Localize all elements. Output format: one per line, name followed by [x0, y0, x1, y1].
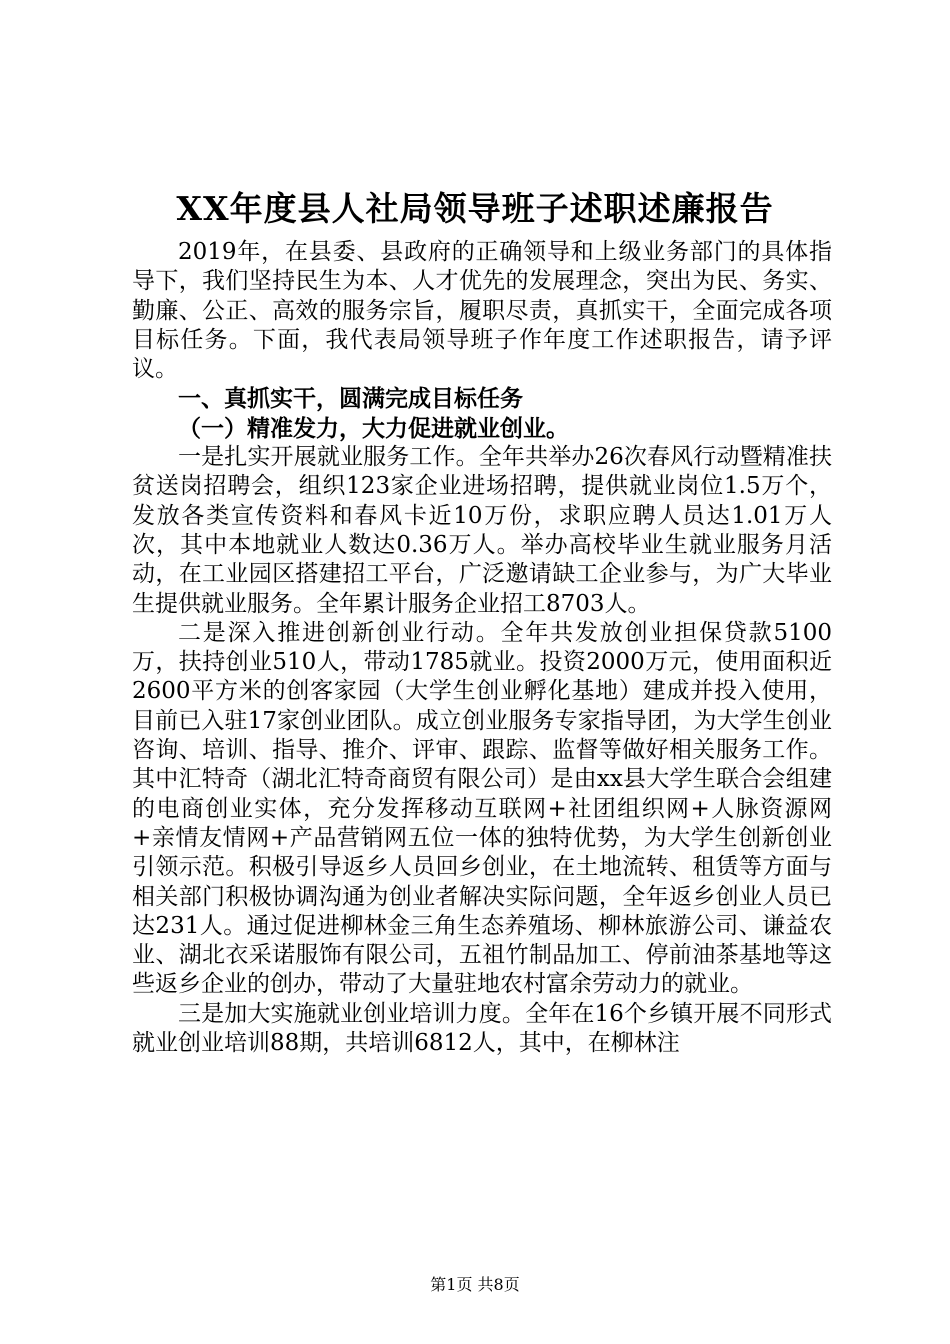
paragraph-training: 三是加大实施就业创业培训力度。全年在16个乡镇开展不同形式就业创业培训88期，共培训6812人，其中，在柳林注 [132, 1000, 832, 1057]
subsection-heading: （一）精准发力，大力促进就业创业。 [178, 414, 569, 442]
page-footer: 第1页 共8页 [430, 1275, 520, 1294]
paragraph-intro: 2019年，在县委、县政府的正确领导和上级业务部门的具体指导下，我们坚持民生为本、人才优先的发展理念，突出为民、务实、勤廉、公正、高效的服务宗旨，履职尽责，真抓实干，全面完成各项目标任务。下面，我代表局领导班子作年度工作述职报告，请予评议。 [132, 239, 832, 383]
section-heading: 一、真抓实干，圆满完成目标任务 [178, 385, 523, 413]
paragraph-entrepreneurship: 二是深入推进创新创业行动。全年共发放创业担保贷款5100万，扶持创业510人，带动1785就业。投资2000万元，使用面积近2600平方米的创客家园（大学生创业孵化基地）建成并投入使用，目前已入驻17家创业团队。成立创业服务专家指导团，为大学生创业咨询、培训、指导、推介、评审、跟踪、监督等做好相关服务工作。其中汇特奇（湖北汇特奇商贸有限公司）是由xx县大学生联合会组建的电商创业实体，充分发挥移动互联网+社团组织网+人脉资源网+亲情友情网+产品营销网五位一体的独特优势，为大学生创新创业引领示范。积极引导返乡人员回乡创业，在土地流转、租赁等方面与相关部门积极协调沟通为创业者解决实际问题，全年返乡创业人员已达231人。通过促进柳林金三角生态养殖场、柳林旅游公司、谦益农业、湖北衣采诺服饰有限公司，五祖竹制品加工、停前油茶基地等这些返乡企业的创办，带动了大量驻地农村富余劳动力的就业。 [132, 619, 832, 998]
document-body [132, 238, 832, 1058]
paragraph-employment-service: 一是扎实开展就业服务工作。全年共举办26次春风行动暨精准扶贫送岗招聘会，组织123家企业进场招聘，提供就业岗位1.5万个，发放各类宣传资料和春风卡近10万份，求职应聘人员达1.01万人次，其中本地就业人数达0.36万人。举办高校毕业生就业服务月活动，在工业园区搭建招工平台，广泛邀请缺工企业参与，为广大毕业生提供就业服务。全年累计服务企业招工8703人。 [132, 444, 832, 617]
document-title: XX年度县人社局领导班子述职述廉报告 [176, 189, 774, 228]
